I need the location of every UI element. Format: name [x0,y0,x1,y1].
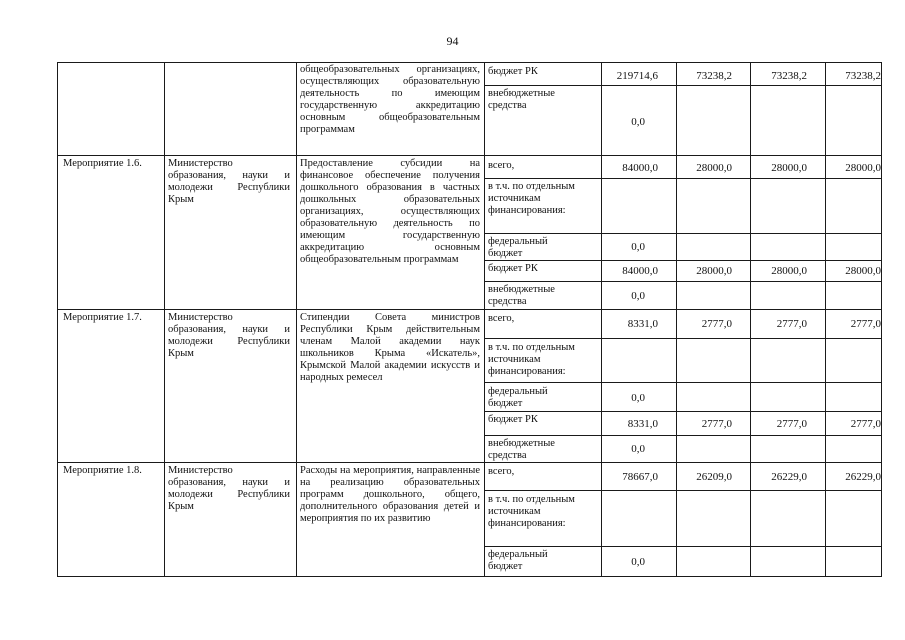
amount-total: 8331,0 [627,318,658,330]
amount-year-2: 28000,0 [771,162,807,174]
measure-code: Мероприятие 1.6. [63,158,142,169]
amount-total: 219714,6 [616,70,658,82]
funding-source: в т.ч. по отдельным источникам финансирования: [488,342,575,377]
funding-source: всего, [488,313,515,324]
funding-source: бюджет РК [488,263,538,274]
amount-year-2: 2777,0 [776,318,807,330]
measure-description: Предоставление субсидии на финансовое обеспечение получения дошкольного образования в частных дошкольных образовательных организациях, осуществляющих образовательную деятельность по имеющим государственную аккредитацию основным общеобразовательным программам [300,158,480,265]
amount-total: 84000,0 [622,265,658,277]
funding-source: бюджет РК [488,414,538,425]
amount-total: 0,0 [631,116,645,128]
amount-year-3: 28000,0 [845,162,881,174]
measure-description: Стипендии Совета министров Республики Крым действительным членам Малой академии наук школьников Крыма «Искатель», Крымской Малой академии искусств и народных ремесел [300,312,480,383]
amount-year-3: 73238,2 [845,70,881,82]
amount-year-1: 73238,2 [696,70,732,82]
amount-total: 0,0 [631,443,645,455]
measure-code: Мероприятие 1.8. [63,465,142,476]
amount-year-3: 28000,0 [845,265,881,277]
amount-total: 0,0 [631,241,645,253]
measure-executor: Министерство образования, науки и молодежи Республики Крым [168,312,290,359]
amount-year-2: 28000,0 [771,265,807,277]
amount-year-2: 2777,0 [776,418,807,430]
amount-year-3: 26229,0 [845,471,881,483]
funding-source: федеральный бюджет [488,236,548,259]
amount-total: 0,0 [631,290,645,302]
measure-description: общеобразовательных организациях, осуществляющих образовательную деятельность по имеющим государственную аккредитацию основным общеобразовательным программам [300,64,480,135]
funding-source: бюджет РК [488,66,538,77]
funding-source: в т.ч. по отдельным источникам финансирования: [488,181,575,216]
amount-year-1: 28000,0 [696,265,732,277]
funding-source: федеральный бюджет [488,386,548,409]
amount-total: 78667,0 [622,471,658,483]
funding-source: внебюджетные средства [488,284,555,307]
measure-description: Расходы на мероприятия, направленные на реализацию образовательных программ дошкольного, общего, дополнительного образования детей и мероприятия по их развитию [300,465,480,524]
amount-total: 0,0 [631,392,645,404]
funding-source: всего, [488,466,515,477]
funding-source: внебюджетные средства [488,438,555,461]
funding-source: внебюджетные средства [488,88,555,111]
measure-executor: Министерство образования, науки и молодежи Республики Крым [168,465,290,512]
page-number: 94 [446,34,459,48]
amount-year-2: 26229,0 [771,471,807,483]
funding-source: всего, [488,160,515,171]
amount-year-1: 2777,0 [701,418,732,430]
funding-source: федеральный бюджет [488,549,548,572]
amount-year-1: 28000,0 [696,162,732,174]
amount-year-1: 2777,0 [701,318,732,330]
amount-total: 0,0 [631,556,645,568]
amount-total: 8331,0 [627,418,658,430]
measure-executor: Министерство образования, науки и молодежи Республики Крым [168,158,290,205]
amount-year-3: 2777,0 [850,318,881,330]
measure-code: Мероприятие 1.7. [63,312,142,323]
amount-year-3: 2777,0 [850,418,881,430]
amount-year-2: 73238,2 [771,70,807,82]
amount-year-1: 26209,0 [696,471,732,483]
amount-total: 84000,0 [622,162,658,174]
funding-source: в т.ч. по отдельным источникам финансирования: [488,494,575,529]
